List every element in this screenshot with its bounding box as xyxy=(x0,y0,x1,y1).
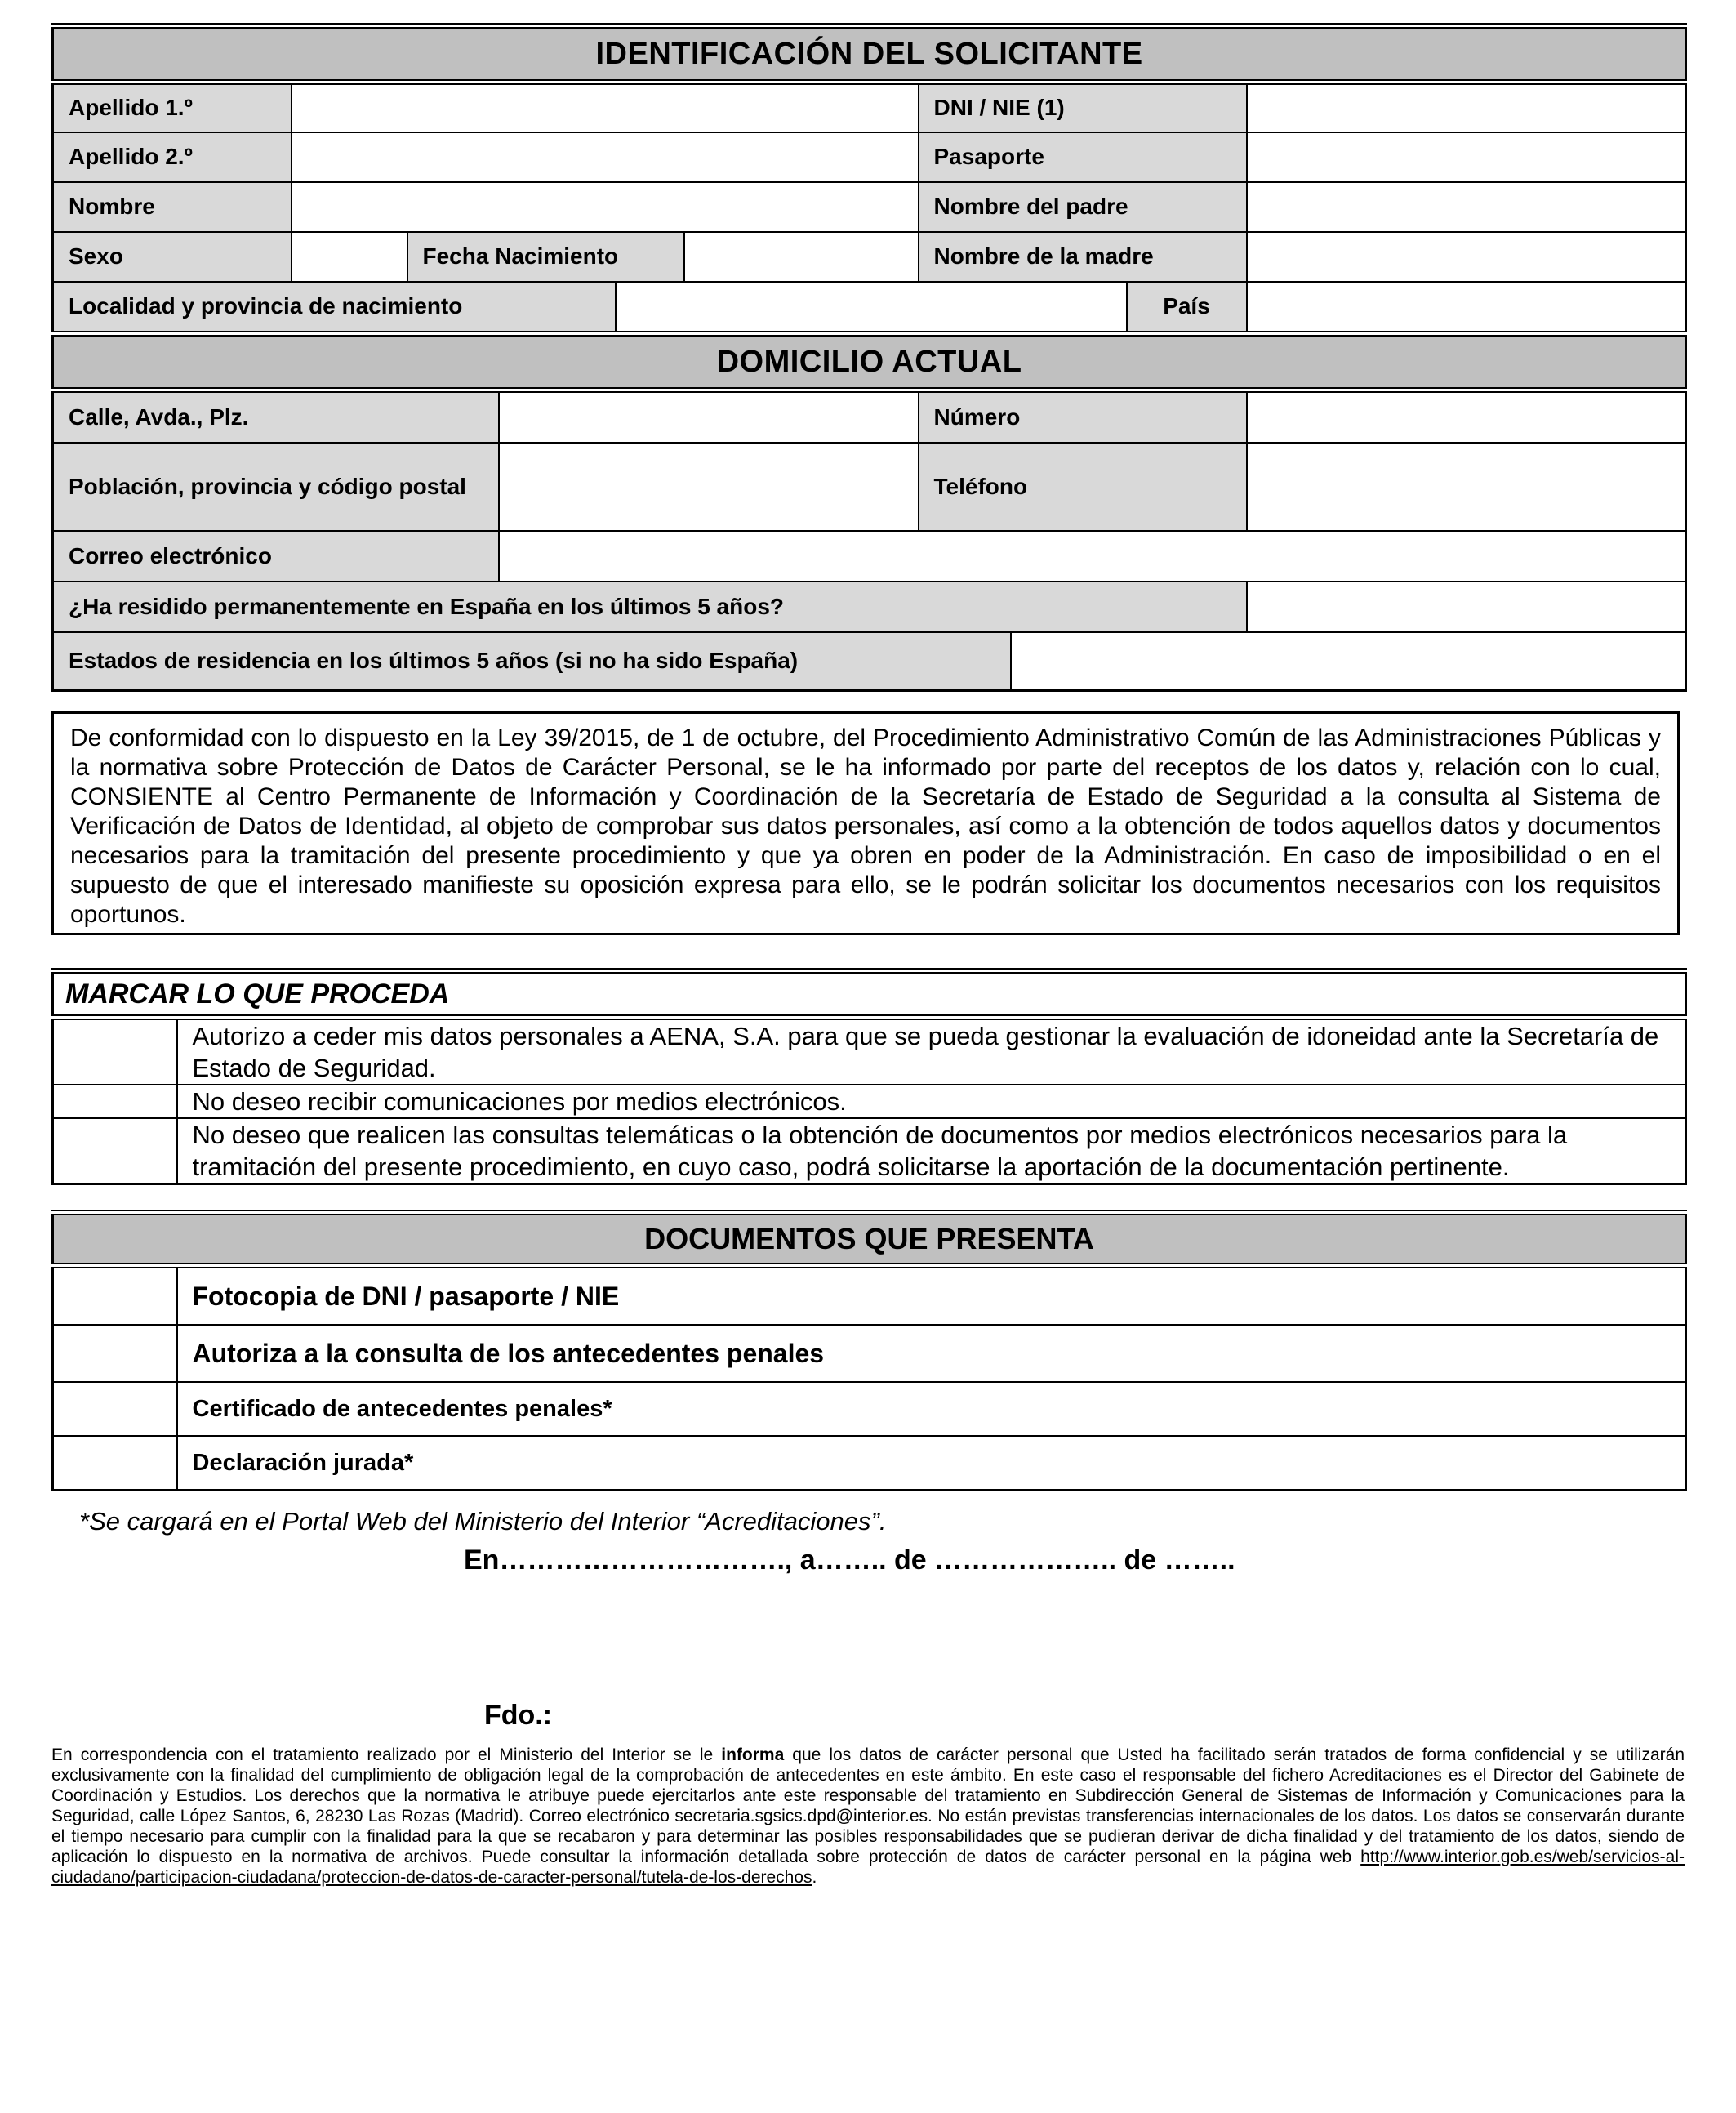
label-sexo: Sexo xyxy=(53,232,292,282)
input-pais[interactable] xyxy=(1247,282,1686,334)
label-ha-residido: ¿Ha residido permanentemente en España en los últimos 5 años? xyxy=(53,582,1247,632)
label-telefono: Teléfono xyxy=(919,443,1247,531)
privacy-notice-text-2: que los datos de carácter personal que Usted ha facilitado serán tratados de forma confidencial y se utilizarán exclusivamente con la finalidad del cumplimiento de obligación legal de la comprobación de antecedentes en este ámbito. En este caso el responsable del fichero Acreditaciones es el Director del Gabinete de Coordinación y Estudios. Los derechos que la normativa le atribuye puede ejercitarlos ante este responsable del tratamiento en Subdirección General de Sistemas de Información y Comunicaciones para la Seguridad, calle López Santos, 6, 28230 Las Rozas (Madrid). Correo electrónico secretaria.sgsics.dpd@interior.es. No están previstas transferencias internacionales de los datos. Los datos se conservarán durante el tiempo necesario para cumplir con la finalidad para la que se recabaron y para determinar las posibles responsabilidades que se pudieran derivar de dicha finalidad y del tratamiento de los datos, siendo de aplicación lo dispuesto en la normativa de archivos. Puede consultar la información detallada sobre protección de datos de carácter personal en la página web xyxy=(51,1745,1685,1866)
privacy-notice-text-1: En correspondencia con el tratamiento realizado por el Ministerio del Interior se le xyxy=(51,1745,722,1764)
input-poblacion[interactable] xyxy=(499,443,919,531)
label-poblacion: Población, provincia y código postal xyxy=(53,443,499,531)
consent-paragraph: De conformidad con lo dispuesto en la Ley 39/2015, de 1 de octubre, del Procedimiento Administrativo Común de las Administraciones Públicas y la normativa sobre Protección de Datos de Carácter Personal, se le ha informado por parte del receptos de los datos y, relación con lo cual, CONSIENTE al Centro Permanente de Información y Coordinación de la Secretaría de Estado de Seguridad a la consulta al Sistema de Verificación de Datos de Identidad, al objeto de comprobar sus datos personales, así como a la obtención de todos aquellos datos y documentos necesarios para la tramitación del presente procedimiento y que ya obren en poder de la Administración. En caso de imposibilidad o en el supuesto de que el interesado manifieste su oposición expresa para ello, se le podrán solicitar los documentos necesarios con los requisitos oportunos. xyxy=(70,724,1661,928)
label-apellido1: Apellido 1.º xyxy=(53,82,292,132)
option-no-comunicaciones: No deseo recibir comunicaciones por medios electrónicos. xyxy=(177,1085,1686,1118)
input-nombre-madre[interactable] xyxy=(1247,232,1686,282)
checkbox-declaracion-jurada[interactable] xyxy=(53,1436,177,1491)
input-numero[interactable] xyxy=(1247,390,1686,443)
label-numero: Número xyxy=(919,390,1247,443)
signature-label: Fdo.: xyxy=(484,1700,553,1731)
input-localidad-nacimiento[interactable] xyxy=(616,282,1127,334)
checkbox-no-comunicaciones[interactable] xyxy=(53,1085,177,1118)
domicilio-section-title: DOMICILIO ACTUAL xyxy=(53,334,1686,390)
input-apellido2[interactable] xyxy=(292,132,919,182)
input-calle[interactable] xyxy=(499,390,919,443)
input-apellido1[interactable] xyxy=(292,82,919,132)
option-autorizo-aena: Autorizo a ceder mis datos personales a AENA, S.A. para que se pueda gestionar la evaluación de idoneidad ante la Secretaría de Estado de Seguridad. xyxy=(177,1018,1686,1085)
identification-table xyxy=(51,23,1687,692)
item-certificado-penales: Certificado de antecedentes penales* xyxy=(177,1382,1686,1436)
input-estados-residencia[interactable] xyxy=(1011,632,1686,691)
documentos-table xyxy=(51,1210,1687,1491)
label-estados-residencia: Estados de residencia en los últimos 5 años (si no ha sido España) xyxy=(53,632,1011,691)
input-fecha-nacimiento[interactable] xyxy=(684,232,919,282)
label-nombre: Nombre xyxy=(53,182,292,232)
documentos-section-title: DOCUMENTOS QUE PRESENTA xyxy=(53,1213,1686,1266)
date-line: En…………………………., a…….. de ……………….. de …….. xyxy=(464,1545,1235,1576)
label-fecha-nacimiento: Fecha Nacimiento xyxy=(407,232,684,282)
checkbox-fotocopia-dni[interactable] xyxy=(53,1266,177,1326)
checkbox-certificado-penales[interactable] xyxy=(53,1382,177,1436)
checkbox-autorizo-aena[interactable] xyxy=(53,1018,177,1085)
input-ha-residido[interactable] xyxy=(1247,582,1686,632)
privacy-notice-informa: informa xyxy=(721,1745,785,1764)
checkbox-autoriza-consulta[interactable] xyxy=(53,1325,177,1382)
input-correo[interactable] xyxy=(499,531,1686,582)
input-telefono[interactable] xyxy=(1247,443,1686,531)
input-pasaporte[interactable] xyxy=(1247,132,1686,182)
label-correo: Correo electrónico xyxy=(53,531,499,582)
marcar-section-title: MARCAR LO QUE PROCEDA xyxy=(53,971,1686,1018)
privacy-notice xyxy=(51,1745,1685,1888)
label-calle: Calle, Avda., Plz. xyxy=(53,390,499,443)
item-declaracion-jurada: Declaración jurada* xyxy=(177,1436,1686,1491)
privacy-policy-link[interactable]: http://www.interior.gob.es/web/servicios-al-ciudadano/participacion-ciudadana/proteccion-de-datos-de-caracter-personal/tutela-de-los-derechos xyxy=(51,1848,1685,1887)
input-nombre[interactable] xyxy=(292,182,919,232)
label-pais: País xyxy=(1127,282,1247,334)
label-nombre-padre: Nombre del padre xyxy=(919,182,1247,232)
label-dni-nie: DNI / NIE (1) xyxy=(919,82,1247,132)
portal-footnote: *Se cargará en el Portal Web del Ministerio del Interior “Acreditaciones”. xyxy=(79,1507,887,1536)
label-localidad-nacimiento: Localidad y provincia de nacimiento xyxy=(53,282,616,334)
option-no-consultas-telematicas: No deseo que realicen las consultas telemáticas o la obtención de documentos por medios electrónicos necesarios para la tramitación del presente procedimiento, en cuyo caso, podrá solicitarse la aportación de la documentación pertinente. xyxy=(177,1118,1686,1184)
input-dni-nie[interactable] xyxy=(1247,82,1686,132)
label-pasaporte: Pasaporte xyxy=(919,132,1247,182)
privacy-notice-period: . xyxy=(812,1868,817,1887)
identification-section-title: IDENTIFICACIÓN DEL SOLICITANTE xyxy=(53,26,1686,82)
item-fotocopia-dni: Fotocopia de DNI / pasaporte / NIE xyxy=(177,1266,1686,1326)
checkbox-no-consultas-telematicas[interactable] xyxy=(53,1118,177,1184)
input-nombre-padre[interactable] xyxy=(1247,182,1686,232)
label-nombre-madre: Nombre de la madre xyxy=(919,232,1247,282)
item-autoriza-consulta: Autoriza a la consulta de los antecedentes penales xyxy=(177,1325,1686,1382)
label-apellido2: Apellido 2.º xyxy=(53,132,292,182)
consent-paragraph-box xyxy=(51,711,1680,935)
marcar-table xyxy=(51,968,1687,1185)
input-sexo[interactable] xyxy=(292,232,407,282)
